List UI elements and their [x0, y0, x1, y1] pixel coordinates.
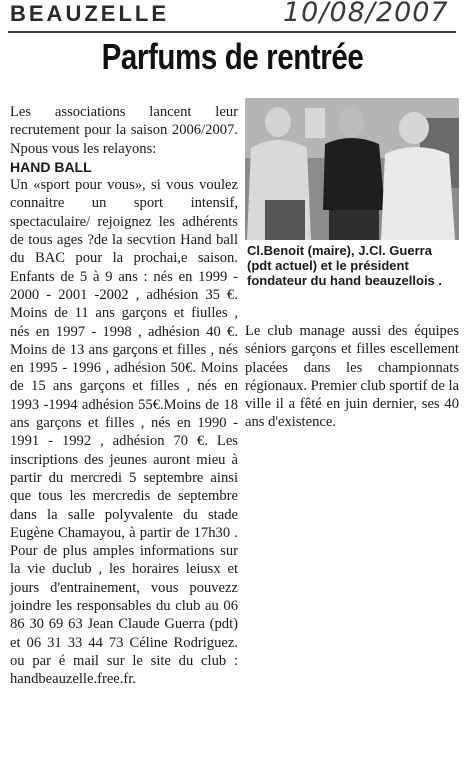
- header-rule: [8, 31, 456, 33]
- article-body-column: [10, 103, 238, 689]
- article-subhead: HAND BALL: [10, 158, 92, 175]
- section-name: BEAUZELLE: [10, 1, 169, 26]
- article-photo: [245, 98, 459, 240]
- section-header: [0, 0, 465, 36]
- article-intro: Les associations lancent leur recrutement pour la saison 2006/2007. Npous vous les relayons:: [10, 104, 238, 157]
- article-right-text: Le club manage aussi des équipes séniors garçons et filles escellement placées dans les championnats régionaux. Premier club sportif de la ville il a fêté en juin dernier, ses 40 ans d'existence.: [245, 323, 459, 431]
- article-headline: Parfums de rentrée: [101, 36, 364, 77]
- photo-caption: Cl.Benoit (maire), J.Cl. Guerra (pdt actuel) et le président fondateur du hand beauzellois .: [247, 243, 443, 288]
- article-right-column: [245, 322, 459, 432]
- article-body: Un «sport pour vous», si vous voulez connaitre un sport intensif, spectaculaire/ rejoignez les adhérents de tous ages ?de la secvtion Hand ball du BAC pour la prochai,e saison. Enfants de 5 à 9 ans : nés en 1999 - 2000 - 2001 -2002 , adhésion 35 €. Moins de 11 ans garçons et fiulles , nés en 1997 - 1998 , adhésion 40 €. Moins de 13 ans garçons et filles , nés en 1995 - 1996 , adhésion 50€. Moins de 15 ans garçons et filles , nés en 1993 -1994 adhésion 55€.Moins de 18 ans garçons et filles , nés en 1990 - 1991 - 1992 , adhésion 70 €. Les inscriptions des jeunes auront mieu à partir du mercredi 5 septembre ainsi que tous les mercredis de septembre dans la salle polyvalente du stade Eugène Chamayou, à partir de 17h30 . Pour de plus amples informations sur la vie duclub , les horaires leiusx et jours d'entrainement, vous pouvezz joindre les responsables du club au 06 86 30 69 63 Jean Claude Guerra (pdt) et 06 31 33 44 73 Céline Rodriguez. ou par é mail sur le site du club : handbeauzelle.free.fr.: [10, 177, 238, 688]
- photo-illustration: [245, 98, 459, 240]
- handwritten-date: 10/08/2007: [283, 0, 449, 28]
